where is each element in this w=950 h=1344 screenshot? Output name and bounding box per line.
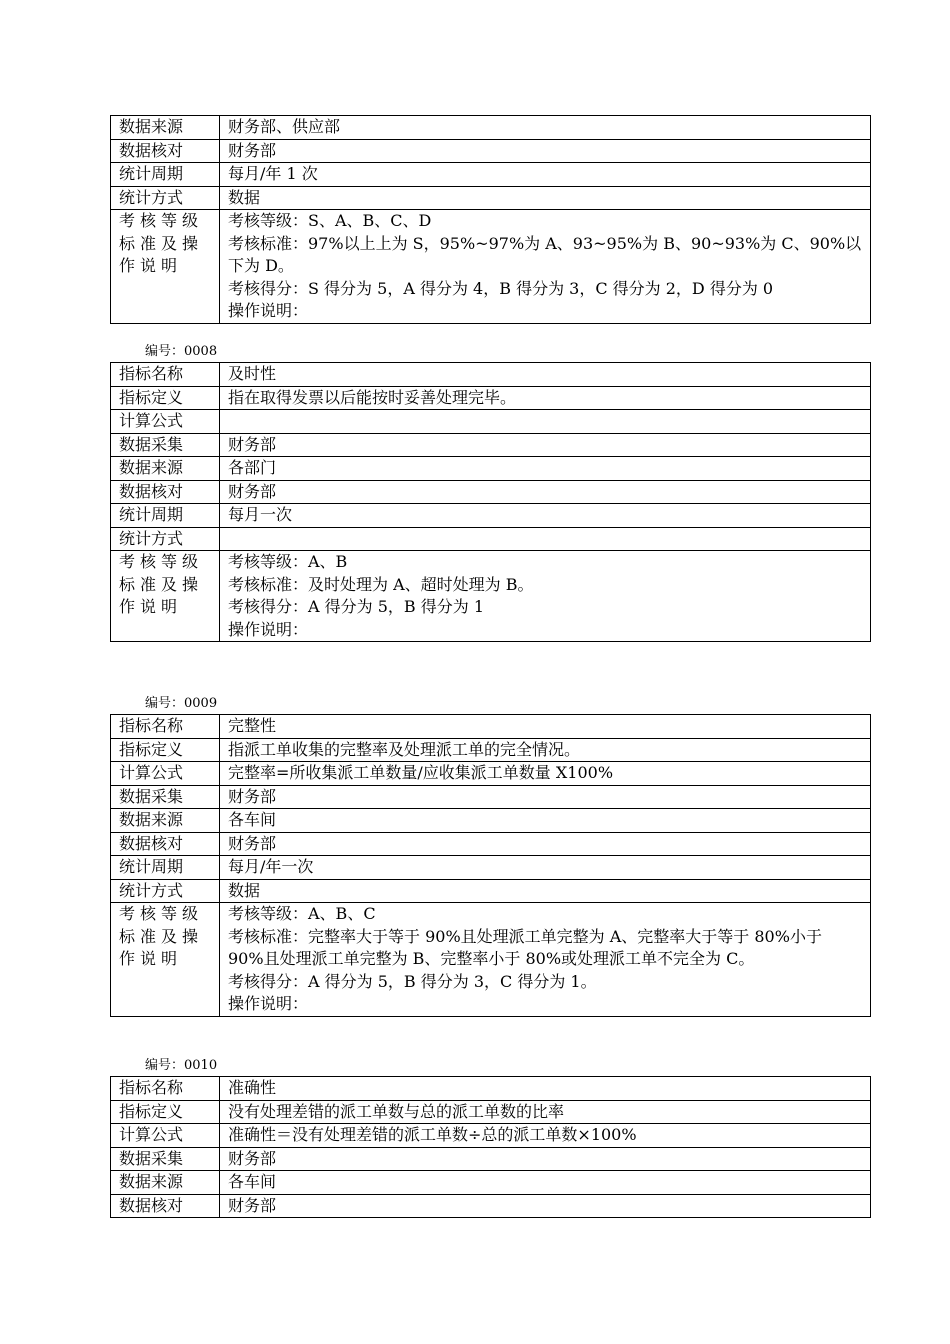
row-value: 准确性	[220, 1077, 871, 1101]
operation-line: 操作说明：	[228, 994, 309, 1013]
standard-label-line: 作说明	[119, 597, 183, 616]
grade-line: 考核等级：A、B、C	[228, 904, 376, 923]
table-row	[111, 809, 871, 833]
score-line: 考核得分：A 得分为 5，B 得分为 3，C 得分为 1。	[228, 971, 597, 991]
standard-row	[111, 903, 871, 1017]
table-row	[111, 186, 871, 210]
indicator-code: 编号：0008	[145, 344, 218, 359]
table-row	[111, 762, 871, 786]
score-line: 考核得分：A 得分为 5，B 得分为 1	[228, 597, 485, 616]
row-value: 各车间	[220, 809, 871, 833]
standard-row	[111, 551, 871, 642]
row-value: 财务部	[220, 1147, 871, 1171]
row-label: 数据核对	[111, 832, 220, 856]
row-label: 数据核对	[111, 1194, 220, 1218]
indicator-table-0008	[110, 362, 871, 642]
standard-value	[220, 210, 871, 324]
row-label: 指标定义	[111, 1100, 220, 1124]
indicator-code: 编号：0009	[145, 696, 218, 711]
indicator-table-0010	[110, 1076, 871, 1218]
row-label: 统计周期	[111, 163, 220, 187]
row-label: 计算公式	[111, 410, 220, 434]
table-row	[111, 738, 871, 762]
row-value: 各部门	[220, 457, 871, 481]
standard-label-line: 考核等级	[119, 211, 204, 230]
row-value: 数据	[220, 186, 871, 210]
indicator-code: 编号：0010	[145, 1058, 218, 1073]
row-value: 指派工单收集的完整率及处理派工单的完全情况。	[220, 738, 871, 762]
indicator-table	[110, 362, 871, 642]
criteria-line: 考核标准：97%以上上为 S，95%~97%为 A、93~95%为 B、90~93%为 C、90%以下为 D。	[228, 233, 862, 275]
row-label: 统计方式	[111, 879, 220, 903]
table-row	[111, 1147, 871, 1171]
table-row	[111, 527, 871, 551]
score-line: 考核得分：S 得分为 5，A 得分为 4，B 得分为 3，C 得分为 2，D 得分为 0	[228, 278, 774, 298]
row-value: 完整性	[220, 715, 871, 739]
row-value: 财务部	[220, 433, 871, 457]
row-value: 各车间	[220, 1171, 871, 1195]
row-value: 财务部	[220, 480, 871, 504]
row-label: 数据来源	[111, 457, 220, 481]
table-row	[111, 480, 871, 504]
criteria-line: 考核标准：完整率大于等于 90%且处理派工单完整为 A、完整率大于等于 80%小于 90%且处理派工单完整为 B、完整率小于 80%或处理派工单不完全为 C。	[228, 926, 822, 968]
row-value	[220, 410, 871, 434]
standard-label	[111, 210, 220, 324]
table-row	[111, 116, 871, 140]
table-row	[111, 433, 871, 457]
indicator-table	[110, 1076, 871, 1218]
criteria-line: 考核标准：及时处理为 A、超时处理为 B。	[228, 574, 534, 594]
table-row	[111, 715, 871, 739]
table-row	[111, 386, 871, 410]
row-label: 统计方式	[111, 186, 220, 210]
row-value: 没有处理差错的派工单数与总的派工单数的比率	[220, 1100, 871, 1124]
row-label: 统计方式	[111, 527, 220, 551]
row-label: 统计周期	[111, 504, 220, 528]
row-label: 指标名称	[111, 1077, 220, 1101]
row-value: 财务部	[220, 139, 871, 163]
grade-line: 考核等级：S、A、B、C、D	[228, 211, 432, 230]
row-label: 指标定义	[111, 386, 220, 410]
row-value: 财务部、供应部	[220, 116, 871, 140]
row-value: 准确性＝没有处理差错的派工单数÷总的派工单数×100%	[220, 1124, 871, 1148]
operation-line: 操作说明：	[228, 619, 309, 639]
table-row	[111, 504, 871, 528]
row-value: 及时性	[220, 363, 871, 387]
row-label: 统计周期	[111, 856, 220, 880]
standard-label-line: 标准及操	[119, 574, 204, 594]
standard-label-line: 考核等级	[119, 904, 204, 923]
standard-label-line: 作说明	[119, 256, 183, 275]
standard-row	[111, 210, 871, 324]
row-label: 计算公式	[111, 762, 220, 786]
table-row	[111, 1194, 871, 1218]
row-value: 指在取得发票以后能按时妥善处理完毕。	[220, 386, 871, 410]
row-value: 每月/年一次	[220, 856, 871, 880]
row-label: 指标定义	[111, 738, 220, 762]
indicator-table	[110, 714, 871, 1017]
table-row	[111, 856, 871, 880]
standard-value	[220, 551, 871, 642]
table-row	[111, 410, 871, 434]
table-row	[111, 832, 871, 856]
row-label: 数据来源	[111, 116, 220, 140]
row-label: 数据采集	[111, 433, 220, 457]
standard-label-line: 考核等级	[119, 552, 204, 571]
table-row	[111, 1171, 871, 1195]
standard-label-line: 标准及操	[119, 233, 204, 253]
operation-line: 操作说明：	[228, 301, 309, 320]
table-row	[111, 785, 871, 809]
row-value	[220, 527, 871, 551]
indicator-table-0009	[110, 714, 871, 1017]
table-row	[111, 879, 871, 903]
table-row	[111, 139, 871, 163]
standard-value	[220, 903, 871, 1017]
row-value: 财务部	[220, 785, 871, 809]
row-label: 数据来源	[111, 809, 220, 833]
row-label: 计算公式	[111, 1124, 220, 1148]
grade-line: 考核等级：A、B	[228, 552, 348, 571]
table-row	[111, 163, 871, 187]
table-row	[111, 1124, 871, 1148]
table-row	[111, 363, 871, 387]
standard-label-line: 标准及操	[119, 926, 204, 946]
row-value: 数据	[220, 879, 871, 903]
table-row	[111, 1077, 871, 1101]
row-label: 数据采集	[111, 785, 220, 809]
standard-label	[111, 903, 220, 1017]
indicator-table-continued	[110, 115, 871, 324]
row-value: 每月一次	[220, 504, 871, 528]
row-label: 数据核对	[111, 139, 220, 163]
row-value: 财务部	[220, 832, 871, 856]
row-value: 财务部	[220, 1194, 871, 1218]
row-value: 完整率=所收集派工单数量/应收集派工单数量 X100%	[220, 762, 871, 786]
row-label: 数据核对	[111, 480, 220, 504]
row-value: 每月/年 1 次	[220, 163, 871, 187]
standard-label	[111, 551, 220, 642]
indicator-table	[110, 115, 871, 324]
row-label: 数据来源	[111, 1171, 220, 1195]
table-row	[111, 1100, 871, 1124]
standard-label-line: 作说明	[119, 949, 183, 968]
row-label: 指标名称	[111, 363, 220, 387]
row-label: 数据采集	[111, 1147, 220, 1171]
table-row	[111, 457, 871, 481]
row-label: 指标名称	[111, 715, 220, 739]
